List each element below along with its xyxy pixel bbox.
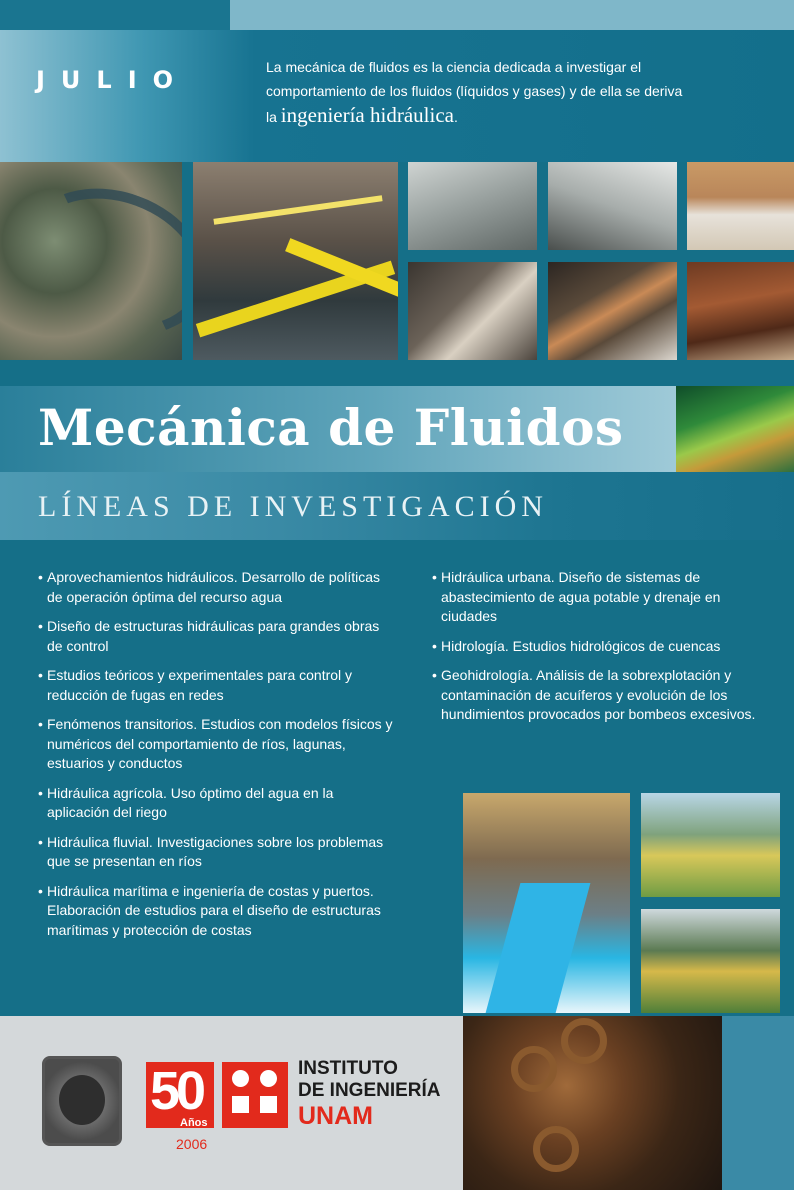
unam-seal-logo [42, 1056, 122, 1146]
list-item: • Estudios teóricos y experimentales para control y reducción de fugas en redes [38, 666, 398, 705]
aerial-river-photo [0, 162, 182, 360]
list-item: • Geohidrología. Análisis de la sobrexplotación y contaminación de acuíferos y evolución de los hundimientos provocados por bombeos excesivos. [432, 666, 762, 725]
list-item: • Hidráulica agrícola. Uso óptimo del agua en la aplicación del riego [38, 784, 398, 823]
intro-highlight: ingeniería hidráulica [280, 103, 454, 127]
intro-end: . [453, 109, 458, 125]
list-item: • Hidrología. Estudios hidrológicos de cuencas [432, 637, 762, 657]
river-model-photo [548, 262, 677, 360]
valve-wheel [533, 1126, 579, 1172]
outdoor-model-photo [641, 793, 780, 897]
scale-model-photo [408, 262, 537, 360]
water-chute [486, 883, 591, 1013]
terrain-model-image [676, 386, 794, 472]
institute-name-line2: DE INGENIERÍA [298, 1080, 441, 1101]
footer-accent [722, 1016, 794, 1190]
valve-wheel [561, 1018, 607, 1064]
channel-model-photo [408, 162, 537, 250]
page-title: Mecánica de Fluidos [38, 398, 624, 457]
hydraulics-lab-photo [193, 162, 398, 360]
outdoor-channel-photo [641, 909, 780, 1013]
logo-shape [260, 1096, 277, 1113]
section-subtitle: LÍNEAS DE INVESTIGACIÓN [38, 490, 548, 523]
anniversary-label: Años [180, 1117, 208, 1129]
list-item: • Hidráulica fluvial. Investigaciones sobre los problemas que se presentan en ríos [38, 833, 398, 872]
valves-photo [463, 1016, 722, 1190]
anniversary-year: 2006 [176, 1136, 208, 1152]
list-item: • Hidráulica marítima e ingeniería de costas y puertos. Elaboración de estudios para el diseño de estructuras marítimas y protección de costas [38, 882, 398, 941]
lab-pipe [213, 195, 382, 225]
research-list-left [38, 568, 398, 950]
list-item: • Diseño de estructuras hidráulicas para grandes obras de control [38, 617, 398, 656]
researchers-photo [687, 162, 794, 250]
top-strip [0, 0, 794, 30]
top-strip-light [230, 0, 794, 30]
list-item: • Hidráulica urbana. Diseño de sistemas de abastecimiento de agua potable y drenaje en ciudades [432, 568, 762, 627]
logo-shape [232, 1070, 249, 1087]
intro-text [266, 55, 686, 129]
institute-logo [222, 1062, 288, 1128]
brick-conduit-photo [687, 262, 794, 360]
flume-photo [463, 793, 630, 1013]
institute-name-line1: INSTITUTO [298, 1058, 398, 1079]
unam-label: UNAM [298, 1102, 373, 1130]
logo-shape [232, 1096, 249, 1113]
valve-wheel [511, 1046, 557, 1092]
spillway-model-photo [548, 162, 677, 250]
research-list-right [432, 568, 762, 735]
intro-body: La mecánica de fluidos es la ciencia dedicada a investigar el comportamiento de los fluidos (líquidos y gases) y de ella se deriva la [266, 59, 683, 125]
list-item: • Aprovechamientos hidráulicos. Desarrollo de políticas de operación óptima del recurso agua [38, 568, 398, 607]
anniversary-number: 50 [150, 1061, 203, 1121]
month-label: JULIO [36, 66, 190, 94]
logo-shape [260, 1070, 277, 1087]
list-item: • Fenómenos transitorios. Estudios con modelos físicos y numéricos del comportamiento de ríos, lagunas, estuarios y conductos [38, 715, 398, 774]
